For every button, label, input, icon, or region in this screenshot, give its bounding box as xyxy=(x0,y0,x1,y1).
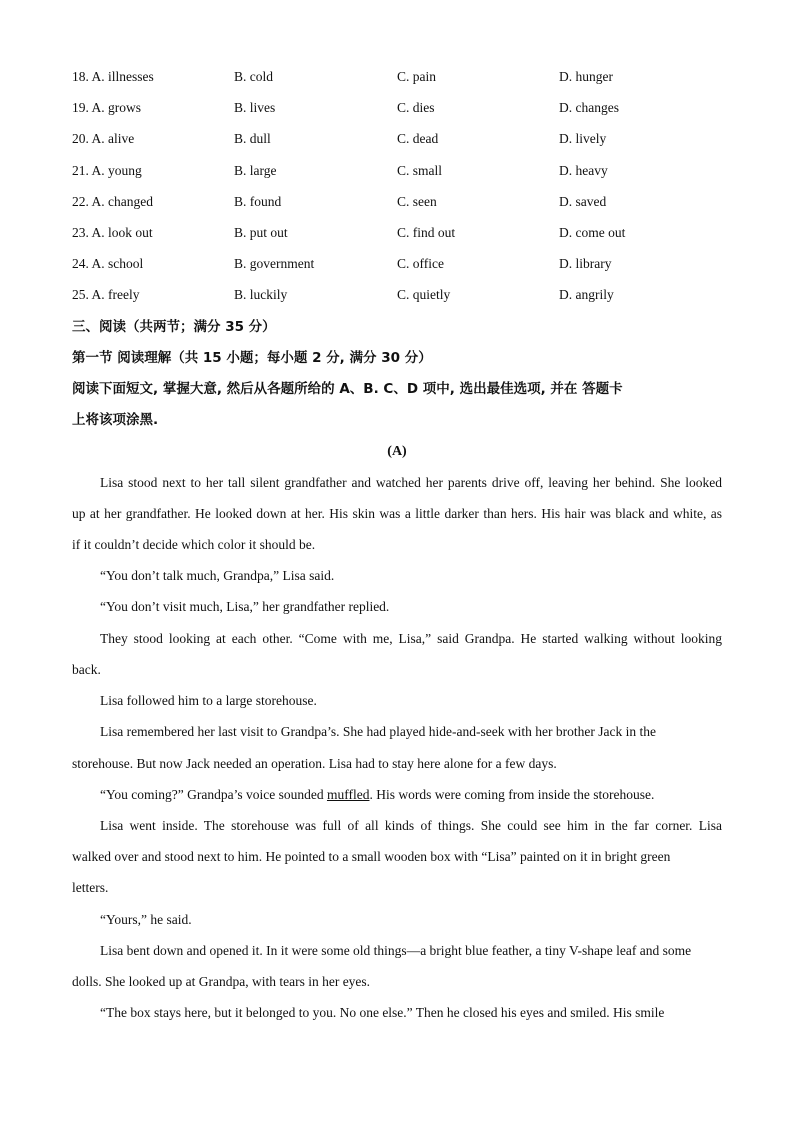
passage-line: walked over and stood next to him. He pointed to a small wooden box with “Lisa” painted on it in bright green xyxy=(72,849,671,864)
passage-line: Lisa remembered her last visit to Grandpa’s. She had played hide-and-seek with her brother Jack in the xyxy=(100,724,656,739)
option-c: C. office xyxy=(397,256,444,272)
option-b: B. luckily xyxy=(234,287,288,303)
passage-line: “You don’t visit much, Lisa,” her grandfather replied. xyxy=(100,599,390,614)
option-d: D. hunger xyxy=(559,69,613,84)
answer-options xyxy=(72,66,752,316)
option-row-18 xyxy=(72,66,752,97)
option-row-25 xyxy=(72,284,752,315)
part-title: 第一节 阅读理解（共 15 小题；每小题 2 分, 满分 30 分） xyxy=(72,350,432,366)
option-row-22 xyxy=(72,191,752,222)
option-b: B. government xyxy=(234,256,315,272)
passage-line: Lisa stood next to her tall silent grandfather and watched her parents drive off, leaving her behind. She looked xyxy=(100,475,722,490)
option-c: C. dies xyxy=(397,100,435,116)
option-a: 23. A. look out xyxy=(72,224,153,240)
option-c: C. small xyxy=(397,162,443,178)
option-b: B. put out xyxy=(234,224,288,240)
option-a: 22. A. changed xyxy=(72,193,153,209)
passage-line: Lisa followed him to a large storehouse. xyxy=(100,693,317,708)
underlined-word: muffled xyxy=(326,787,370,802)
option-c: C. find out xyxy=(397,224,456,240)
passage-line: if it couldn’t decide which color it should be. xyxy=(72,537,316,552)
passage-line: “You don’t talk much, Grandpa,” Lisa said. xyxy=(100,568,335,583)
passage-line: dolls. She looked up at Grandpa, with tears in her eyes. xyxy=(72,974,371,989)
text-after: . His words were coming from inside the storehouse. xyxy=(369,787,655,802)
option-b: B. large xyxy=(234,162,277,178)
option-a: 19. A. grows xyxy=(72,100,142,116)
option-d: D. angrily xyxy=(559,287,614,303)
passage-line: up at her grandfather. He looked down at her. His skin was a little darker than hers. His hair was black and white, as xyxy=(72,506,722,521)
option-a: 21. A. young xyxy=(72,162,142,178)
option-b: B. cold xyxy=(234,69,273,84)
passage-line: Lisa went inside. The storehouse was full of all kinds of things. She could see him in the far corner. Lisa xyxy=(100,818,722,833)
instruction-line-1: 阅读下面短文, 掌握大意, 然后从各题所给的 A、B. C、D 项中, 选出最佳选项, 并在 答题卡 xyxy=(72,381,623,397)
option-c: C. pain xyxy=(397,69,436,84)
section-title: 三、阅读（共两节；满分 35 分） xyxy=(72,319,276,335)
option-row-19 xyxy=(72,97,752,128)
option-d: D. changes xyxy=(559,100,619,116)
passage-title: (A) xyxy=(387,444,407,459)
option-d: D. come out xyxy=(559,224,626,240)
option-b: B. dull xyxy=(234,131,271,147)
option-c: C. seen xyxy=(397,193,437,209)
option-d: D. library xyxy=(559,256,612,272)
option-d: D. saved xyxy=(559,193,607,209)
option-c: C. dead xyxy=(397,131,439,147)
passage-line: “Yours,” he said. xyxy=(100,912,192,927)
passage-line: “The box stays here, but it belonged to you. No one else.” Then he closed his eyes and smiled. His smile xyxy=(100,1005,665,1020)
option-b: B. found xyxy=(234,193,282,209)
option-row-20 xyxy=(72,128,752,159)
option-c: C. quietly xyxy=(397,287,451,303)
option-b: B. lives xyxy=(234,100,276,116)
passage-line: They stood looking at each other. “Come with me, Lisa,” said Grandpa. He started walking without looking xyxy=(100,631,722,646)
passage-line: storehouse. But now Jack needed an operation. Lisa had to stay here alone for a few days. xyxy=(72,756,557,771)
passage-line: letters. xyxy=(72,880,109,895)
option-a: 20. A. alive xyxy=(72,131,135,147)
passage-line: back. xyxy=(72,662,101,677)
option-a: 24. A. school xyxy=(72,256,144,272)
passage-line: Lisa bent down and opened it. In it were some old things—a bright blue feather, a tiny V-shape leaf and some xyxy=(100,943,692,958)
option-a: 18. A. illnesses xyxy=(72,69,154,84)
option-row-23 xyxy=(72,222,752,253)
option-d: D. lively xyxy=(559,131,607,147)
option-d: D. heavy xyxy=(559,162,608,178)
option-row-24 xyxy=(72,253,752,284)
text-before: “You coming?” Grandpa’s voice sounded xyxy=(100,787,327,802)
instruction-line-2: 上将该项涂黑. xyxy=(72,412,159,428)
passage-line xyxy=(100,784,654,806)
option-a: 25. A. freely xyxy=(72,287,140,303)
option-row-21 xyxy=(72,160,752,191)
